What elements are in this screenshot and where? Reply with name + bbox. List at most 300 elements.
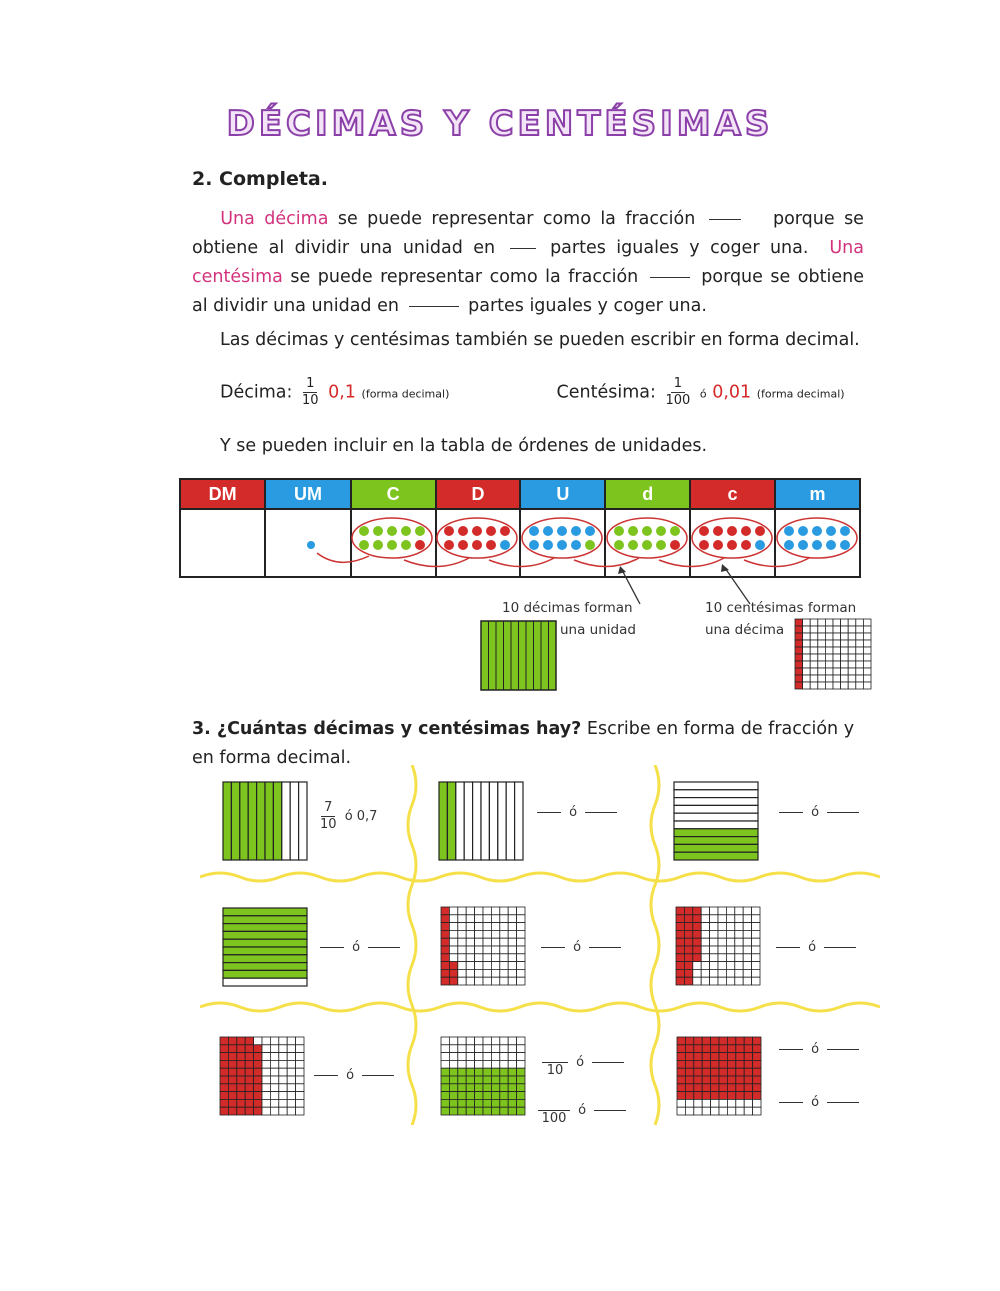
- grid-cell: [694, 1068, 702, 1076]
- grid-cell: [719, 1084, 727, 1092]
- grid-cell: [841, 619, 849, 626]
- grid-cell: [220, 1092, 228, 1100]
- grid-cell: [848, 619, 856, 626]
- grid-cell: [483, 1053, 491, 1061]
- counter-dot: [656, 540, 666, 550]
- counter-dot: [670, 526, 680, 536]
- grid-cell: [726, 946, 734, 954]
- grid-cell: [517, 1084, 525, 1092]
- answer-fraction-100[interactable]: [534, 1094, 630, 1127]
- grid-cell: [220, 1076, 228, 1084]
- tenth-strip: [290, 782, 298, 860]
- grid-cell: [702, 1060, 710, 1068]
- grid-cell: [458, 923, 466, 931]
- grid-cell: [795, 647, 803, 654]
- text-segment: partes iguales y coger una.: [468, 296, 707, 316]
- grid-cell: [810, 626, 818, 633]
- or-word: ó: [569, 805, 578, 820]
- grid-cell: [475, 946, 483, 954]
- grid-cell: [711, 1099, 719, 1107]
- grid-cell: [237, 1107, 245, 1115]
- grid-cell: [296, 1068, 304, 1076]
- grid-cell: [517, 962, 525, 970]
- grid-cell: [744, 1099, 752, 1107]
- dot-group-outline: [777, 518, 857, 558]
- grid-cell: [483, 938, 491, 946]
- grid-cell: [736, 1084, 744, 1092]
- grid-cell: [458, 969, 466, 977]
- grid-cell: [735, 938, 743, 946]
- grid-cell: [466, 1084, 474, 1092]
- denominator: 100: [541, 1111, 567, 1126]
- grid-cell: [810, 647, 818, 654]
- grid-cell: [449, 1045, 457, 1053]
- grid-cell: [475, 1084, 483, 1092]
- grid-cell: [719, 1099, 727, 1107]
- grid-cell: [441, 969, 449, 977]
- grid-cell: [245, 1076, 253, 1084]
- grid-cell: [441, 962, 449, 970]
- grid-cell: [693, 962, 701, 970]
- grid-cell: [685, 1076, 693, 1084]
- grid-cell: [727, 1084, 735, 1092]
- grid-cell: [856, 640, 864, 647]
- grid-cell: [517, 930, 525, 938]
- grid-cell: [458, 1037, 466, 1045]
- tenth-strip: [674, 844, 758, 852]
- grid-cell: [508, 969, 516, 977]
- grid-cell: [744, 1053, 752, 1061]
- grid-cell: [491, 923, 499, 931]
- centesima-value: 0,01: [712, 382, 752, 403]
- grid-cell: [441, 907, 449, 915]
- grid-cell: [684, 923, 692, 931]
- grid-cell: [262, 1045, 270, 1053]
- note-decimas: 10 décimas forman: [502, 600, 633, 616]
- grid-cell: [441, 923, 449, 931]
- grid-cell: [856, 668, 864, 675]
- grid-cell: [718, 915, 726, 923]
- grid-cell: [841, 640, 849, 647]
- grid-cell: [270, 1092, 278, 1100]
- grid-cell: [752, 969, 760, 977]
- grid-cell: [491, 938, 499, 946]
- grid-cell: [702, 1107, 710, 1115]
- counter-dot: [798, 526, 808, 536]
- grid-cell: [270, 1099, 278, 1107]
- grid-cell: [517, 907, 525, 915]
- grid-cell: [475, 1076, 483, 1084]
- grid-cell: [500, 915, 508, 923]
- grid-cell: [449, 1060, 457, 1068]
- grid-cell: [491, 977, 499, 985]
- counter-dot: [373, 540, 383, 550]
- grid-cell: [508, 1060, 516, 1068]
- grid-cell: [517, 938, 525, 946]
- grid-cell: [795, 668, 803, 675]
- grid-cell: [237, 1053, 245, 1061]
- tenth-strip: [223, 939, 307, 947]
- grid-cell: [718, 969, 726, 977]
- grid-cell: [441, 954, 449, 962]
- grid-cell: [475, 1053, 483, 1061]
- grid-cell: [245, 1092, 253, 1100]
- grid-cell: [833, 668, 841, 675]
- arrow-curve: [489, 558, 554, 567]
- grid-cell: [744, 1060, 752, 1068]
- counter-dot: [840, 540, 850, 550]
- grid-cell: [483, 1037, 491, 1045]
- grid-cell: [491, 1107, 499, 1115]
- grid-cell: [803, 682, 811, 689]
- counter-dot: [628, 526, 638, 536]
- grid-cell: [508, 923, 516, 931]
- tenth-strip: [674, 805, 758, 813]
- grid-cell: [466, 962, 474, 970]
- or-word: ó: [808, 940, 817, 955]
- counter-dot: [486, 540, 496, 550]
- counter-dot: [585, 526, 595, 536]
- grid-cell: [744, 1068, 752, 1076]
- header-d-small: d: [605, 479, 690, 509]
- grid-cell: [220, 1060, 228, 1068]
- grid-cell: [245, 1099, 253, 1107]
- grid-cell: [825, 661, 833, 668]
- counter-dot: [458, 540, 468, 550]
- grid-cell: [517, 954, 525, 962]
- tenth-strip: [473, 782, 481, 860]
- grid-cell: [701, 907, 709, 915]
- grid-cell: [710, 915, 718, 923]
- counter-dot: [486, 526, 496, 536]
- grid-cell: [719, 1092, 727, 1100]
- grid-cell: [270, 1037, 278, 1045]
- fraction-blank[interactable]: [709, 219, 741, 220]
- grid-cell: [449, 1099, 457, 1107]
- grid-cell: [711, 1092, 719, 1100]
- grid-cell: [856, 682, 864, 689]
- grid-cell: [710, 969, 718, 977]
- grid-cell: [795, 633, 803, 640]
- grid-cell: [743, 930, 751, 938]
- grid-cell: [449, 1037, 457, 1045]
- grid-cell: [508, 907, 516, 915]
- grid-cell: [735, 954, 743, 962]
- grid-cell: [491, 1076, 499, 1084]
- single-blue-dot: [307, 541, 315, 549]
- grid-cell: [245, 1084, 253, 1092]
- grid-cell: [735, 946, 743, 954]
- grid-cell: [718, 946, 726, 954]
- grid-cell: [752, 930, 760, 938]
- grid-cell: [466, 923, 474, 931]
- grid-cell: [736, 1037, 744, 1045]
- grid-cell: [710, 930, 718, 938]
- grid-cell: [475, 907, 483, 915]
- numerator: 1: [303, 376, 317, 393]
- grid-cell: [684, 969, 692, 977]
- grid-cell: [475, 1060, 483, 1068]
- tenth-strip: [674, 821, 758, 829]
- grid-cell: [727, 1107, 735, 1115]
- fraction-1-100: [665, 376, 690, 409]
- grid-cell: [810, 661, 818, 668]
- grid-cell: [818, 647, 826, 654]
- or-word: ó: [573, 940, 582, 955]
- grid-cell: [254, 1084, 262, 1092]
- grid-cell: [458, 954, 466, 962]
- grid-cell: [237, 1045, 245, 1053]
- grid-cell: [458, 1060, 466, 1068]
- grid-cell: [270, 1068, 278, 1076]
- parts-blank[interactable]: [510, 248, 536, 249]
- figure-hundredths-c: [219, 1036, 307, 1118]
- grid-cell: [685, 1053, 693, 1061]
- grid-cell: [466, 977, 474, 985]
- fraction-blank[interactable]: [650, 277, 690, 278]
- grid-cell: [483, 923, 491, 931]
- grid-cell: [449, 1053, 457, 1061]
- grid-cell: [685, 1037, 693, 1045]
- grid-cell: [449, 954, 457, 962]
- answer-blank[interactable]: [775, 805, 863, 820]
- grid-cell: [719, 1053, 727, 1061]
- tenth-strip: [498, 782, 506, 860]
- grid-cell: [220, 1107, 228, 1115]
- grid-cell: [458, 1045, 466, 1053]
- answer-fraction-10[interactable]: [538, 1046, 628, 1079]
- grid-cell: [254, 1099, 262, 1107]
- grid-cell: [744, 1045, 752, 1053]
- grid-cell: [744, 1037, 752, 1045]
- grid-cell: [676, 969, 684, 977]
- grid-cell: [833, 633, 841, 640]
- grid-cell: [848, 654, 856, 661]
- grid-cell: [841, 647, 849, 654]
- grid-cell: [795, 675, 803, 682]
- decima-value: 0,1: [328, 382, 356, 403]
- grid-cell: [803, 654, 811, 661]
- numerator: 1: [671, 376, 685, 393]
- grid-cell: [500, 1076, 508, 1084]
- counter-dot: [585, 540, 595, 550]
- grid-cell: [500, 1068, 508, 1076]
- counter-dot: [359, 526, 369, 536]
- example-fraction: [320, 800, 337, 833]
- grid-cell: [753, 1107, 761, 1115]
- dot-groups: [352, 518, 857, 558]
- grid-cell: [863, 668, 871, 675]
- grid-cell: [466, 1045, 474, 1053]
- grid-cell: [296, 1076, 304, 1084]
- grid-cell: [735, 915, 743, 923]
- grid-cell: [237, 1068, 245, 1076]
- table-intro-line: Y se pueden incluir en la tabla de órdenes de unidades.: [220, 436, 708, 456]
- counter-dot: [840, 526, 850, 536]
- grid-cell: [296, 1037, 304, 1045]
- grid-cell: [500, 969, 508, 977]
- grid-cell: [743, 969, 751, 977]
- grid-cell: [735, 930, 743, 938]
- grid-cell: [254, 1068, 262, 1076]
- note-decimas-2: una unidad: [560, 622, 636, 638]
- counter-dot: [571, 540, 581, 550]
- grid-cell: [702, 1068, 710, 1076]
- grid-cell: [237, 1092, 245, 1100]
- grid-cell: [500, 1060, 508, 1068]
- grid-cell: [237, 1076, 245, 1084]
- grid-cell: [825, 626, 833, 633]
- grid-cell: [863, 619, 871, 626]
- grid-cell: [727, 1037, 735, 1045]
- grid-cell: [856, 675, 864, 682]
- answer-blank[interactable]: [775, 1042, 863, 1057]
- grid-cell: [711, 1045, 719, 1053]
- grid-cell: [677, 1045, 685, 1053]
- grid-cell: [701, 923, 709, 931]
- grid-cell: [254, 1076, 262, 1084]
- grid-cell: [701, 915, 709, 923]
- figure-hundredths-e: [676, 1036, 764, 1118]
- counter-dot: [798, 540, 808, 550]
- grid-cell: [753, 1053, 761, 1061]
- grid-cell: [710, 977, 718, 985]
- grid-cell: [483, 915, 491, 923]
- grid-cell: [744, 1107, 752, 1115]
- grid-cell: [743, 907, 751, 915]
- grid-cell: [491, 930, 499, 938]
- grid-cell: [677, 1107, 685, 1115]
- grid-cell: [500, 1099, 508, 1107]
- exercise-2-heading: 2. Completa.: [192, 168, 328, 190]
- grid-cell: [736, 1076, 744, 1084]
- tenth-strip: [674, 813, 758, 821]
- grid-cell: [825, 654, 833, 661]
- grid-cell: [863, 647, 871, 654]
- arrow-curve: [404, 558, 469, 567]
- answer-blank[interactable]: [310, 1068, 398, 1083]
- counter-dot: [529, 540, 539, 550]
- grid-cell: [676, 954, 684, 962]
- grid-cell: [458, 930, 466, 938]
- grid-cell: [483, 977, 491, 985]
- grid-cell: [676, 915, 684, 923]
- grid-cell: [458, 1084, 466, 1092]
- grid-cell: [458, 1068, 466, 1076]
- grid-cell: [262, 1060, 270, 1068]
- grid-cell: [684, 954, 692, 962]
- tenth-strip: [223, 963, 307, 971]
- or-word: ó: [578, 1103, 587, 1118]
- tenth-strip: [223, 970, 307, 978]
- grid-cell: [856, 654, 864, 661]
- grid-cell: [719, 1060, 727, 1068]
- figure-hundredths-a: [440, 906, 528, 988]
- dot-group-outline: [607, 518, 687, 558]
- grid-cell: [694, 1084, 702, 1092]
- grid-cell: [287, 1037, 295, 1045]
- grid-cell: [466, 1060, 474, 1068]
- grid-cell: [810, 668, 818, 675]
- grid-cell: [841, 661, 849, 668]
- decima-label: Décima:: [220, 382, 293, 403]
- grid-cell: [483, 1092, 491, 1100]
- grid-cell: [475, 969, 483, 977]
- grid-cell: [711, 1084, 719, 1092]
- grid-cell: [677, 1076, 685, 1084]
- grid-cell: [676, 977, 684, 985]
- grid-cell: [254, 1053, 262, 1061]
- grid-cell: [710, 962, 718, 970]
- grid-cell: [458, 1092, 466, 1100]
- tenth-strip: [223, 931, 307, 939]
- grid-cell: [711, 1107, 719, 1115]
- tenth-strip: [439, 782, 447, 860]
- tenth-strip: [240, 782, 248, 860]
- grid-cell: [441, 1076, 449, 1084]
- note-centesimas-2: una décima: [705, 622, 785, 638]
- tenth-strip: [674, 798, 758, 806]
- grid-cell: [441, 930, 449, 938]
- grid-cell: [841, 654, 849, 661]
- grid-cell: [825, 682, 833, 689]
- grid-cell: [279, 1053, 287, 1061]
- exercise-3-question: 3. ¿Cuántas décimas y centésimas hay?: [192, 719, 582, 739]
- counter-dot: [656, 526, 666, 536]
- answer-blank[interactable]: [537, 940, 625, 955]
- grid-cell: [491, 969, 499, 977]
- grid-cell: [833, 675, 841, 682]
- answer-blank[interactable]: [772, 940, 860, 955]
- grid-cell: [517, 969, 525, 977]
- counter-dot: [415, 526, 425, 536]
- grid-cell: [245, 1045, 253, 1053]
- grid-cell: [517, 1045, 525, 1053]
- grid-cell: [483, 946, 491, 954]
- grid-cell: [508, 1053, 516, 1061]
- grid-cell: [491, 1068, 499, 1076]
- grid-cell: [508, 938, 516, 946]
- counter-dot: [387, 540, 397, 550]
- grid-cell: [718, 962, 726, 970]
- grid-cell: [228, 1037, 236, 1045]
- parts-blank[interactable]: [409, 306, 459, 307]
- grid-cell: [685, 1107, 693, 1115]
- decimal-form-line: Las décimas y centésimas también se pueden escribir en forma decimal.: [220, 330, 860, 350]
- grid-cell: [483, 1045, 491, 1053]
- grid-cell: [803, 619, 811, 626]
- answer-blank[interactable]: [533, 805, 621, 820]
- grid-cell: [449, 969, 457, 977]
- grid-cell: [500, 923, 508, 931]
- counter-dot: [699, 540, 709, 550]
- answer-blank[interactable]: [775, 1095, 863, 1110]
- counter-dot: [628, 540, 638, 550]
- grid-cell: [475, 954, 483, 962]
- grid-cell: [475, 923, 483, 931]
- grid-cell: [719, 1045, 727, 1053]
- grid-cell: [856, 661, 864, 668]
- grid-cell: [694, 1060, 702, 1068]
- counter-dot: [444, 540, 454, 550]
- answer-blank[interactable]: [316, 940, 404, 955]
- grid-cell: [449, 938, 457, 946]
- grid-cell: [676, 907, 684, 915]
- grid-cell: [753, 1084, 761, 1092]
- grid-cell: [735, 977, 743, 985]
- grid-cell: [254, 1045, 262, 1053]
- grid-cell: [710, 938, 718, 946]
